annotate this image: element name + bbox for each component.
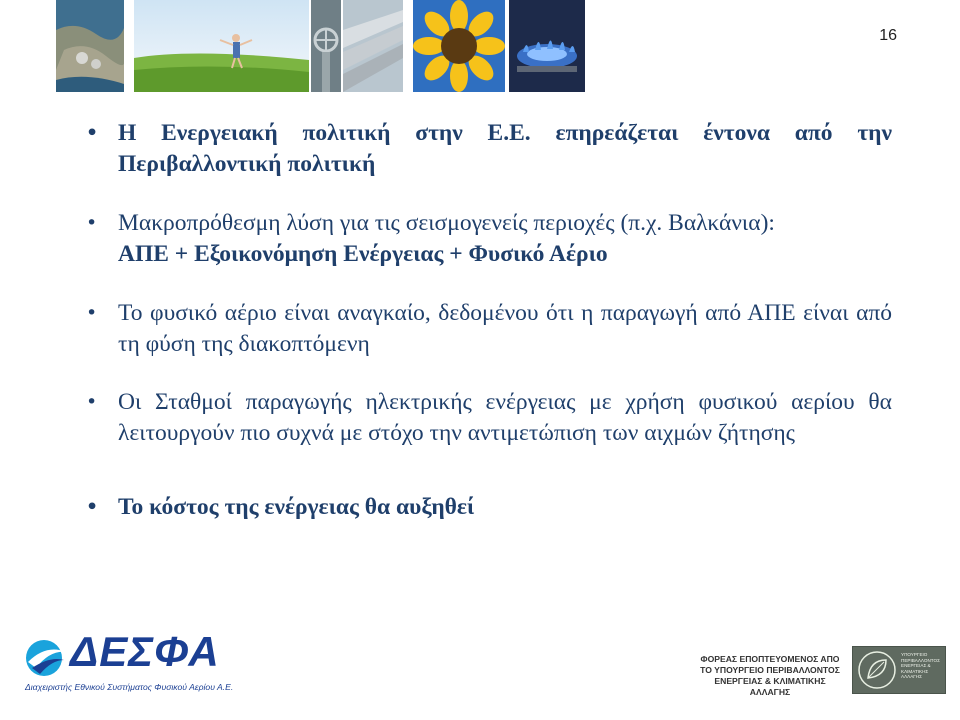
bullet-text: Το κόστος της ενέργειας θα αυξηθεί	[118, 494, 475, 520]
desfa-logo	[24, 628, 244, 696]
bullet-icon: •	[86, 302, 98, 324]
page-number: 16	[879, 27, 897, 44]
supervising-ministry-text	[696, 654, 844, 698]
bullet-item	[86, 387, 892, 449]
bullet-icon: •	[86, 391, 98, 413]
bullet-text: Οι Σταθμοί παραγωγής ηλεκτρικής ενέργειας με χρήση φυσικού αερίου θα λειτουργούν πιο συχνά με στόχο την αντιμετώπιση των αιχμών ζήτησης	[118, 389, 892, 446]
desfa-globe-icon	[24, 638, 68, 678]
coastal-terminal-photo	[56, 0, 124, 92]
bullet-icon: •	[86, 212, 98, 234]
ministry-logo-line: ΚΛΙΜΑΤΙΚΗΣ	[901, 668, 929, 674]
bullet-item	[86, 208, 892, 270]
ministry-logo-text	[901, 652, 943, 680]
bullet-icon: •	[86, 122, 99, 144]
ministry-logo-line: ΥΠΟΥΡΓΕΙΟ	[901, 652, 928, 657]
supervisor-line: ΤΟ ΥΠΟΥΡΓΕΙΟ ΠΕΡΙΒΑΛΛΟΝΤΟΣ	[700, 665, 840, 675]
bullet-icon: •	[86, 496, 99, 518]
pipelines-photo	[343, 0, 403, 92]
bullet-item	[86, 118, 892, 180]
valve-wheel-photo	[311, 0, 341, 92]
bullet-text: Το φυσικό αέριο είναι αναγκαίο, δεδομένου ότι η παραγωγή από ΑΠΕ είναι από τη φύση της διακοπτόμενη	[118, 300, 892, 357]
gas-flame-photo	[509, 0, 585, 92]
ministry-logo-line: ΕΝΕΡΓΕΙΑΣ &	[901, 663, 931, 669]
bullet-text: Η Ενεργειακή πολιτική στην Ε.Ε. επηρεάζεται έντονα από την Περιβαλλοντική πολιτική	[118, 120, 892, 177]
bullet-subtext: ΑΠΕ + Εξοικονόμηση Ενέργειας + Φυσικό Αέριο	[118, 241, 608, 267]
bullet-item	[86, 298, 892, 360]
bullet-list	[86, 118, 892, 523]
supervisor-line: ΕΝΕΡΓΕΙΑΣ & ΚΛΙΜΑΤΙΚΗΣ ΑΛΛΑΓΗΣ	[714, 676, 826, 697]
desfa-wordmark: ΔΕΣΦΑ	[70, 628, 220, 675]
ministry-logo-line: ΑΛΛΑΓΗΣ	[901, 674, 922, 680]
bullet-text: Μακροπρόθεσμη λύση για τις σεισμογενείς περιοχές (π.χ. Βαλκάνια):	[118, 210, 775, 236]
bullet-item	[86, 492, 892, 523]
ministry-emblem-icon	[856, 650, 898, 690]
child-in-meadow-photo	[134, 0, 309, 92]
ministry-logo-line: ΠΕΡΙΒΑΛΛΟΝΤΟΣ	[901, 657, 940, 663]
supervisor-line: ΦΟΡΕΑΣ ΕΠΟΠΤΕΥΟΜΕΝΟΣ ΑΠΟ	[700, 654, 840, 664]
desfa-tagline: Διαχειριστής Εθνικού Συστήματος Φυσικού Αερίου Α.Ε.	[25, 682, 234, 692]
ministry-logo	[852, 646, 946, 694]
sunflower-photo	[413, 0, 505, 92]
